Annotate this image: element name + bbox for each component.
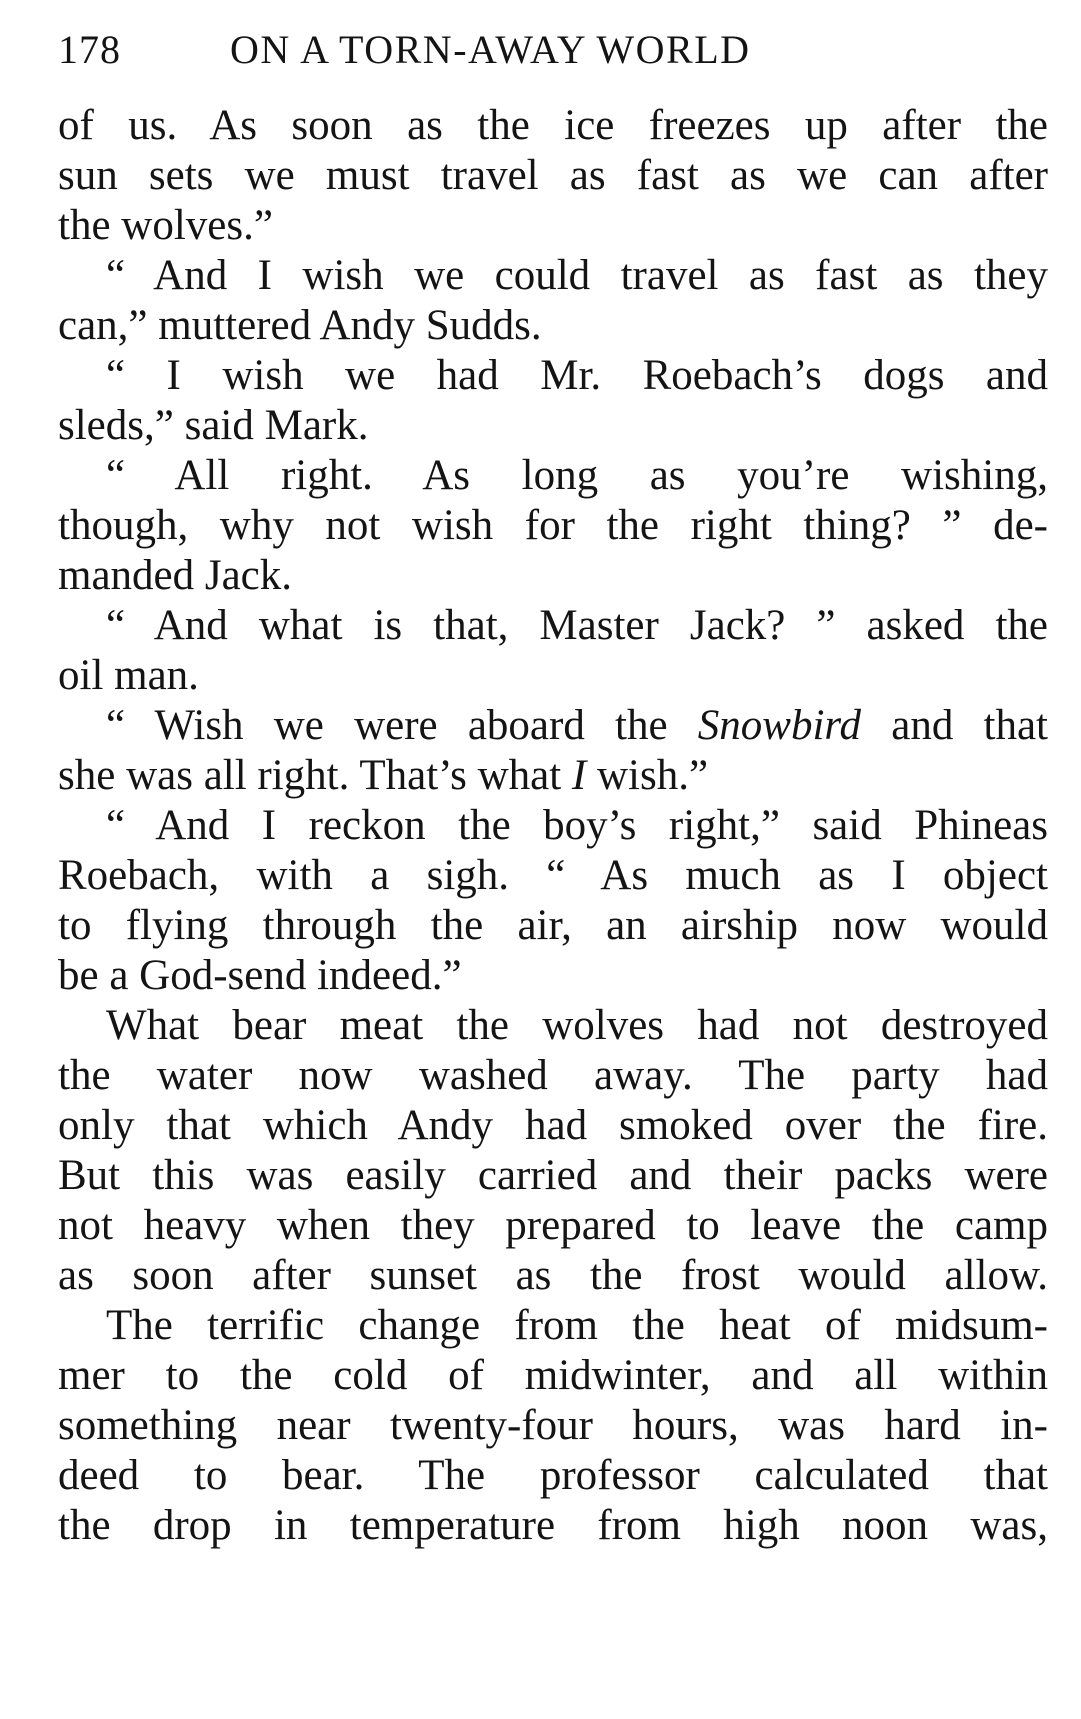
paragraph [58,601,1048,701]
paragraph [58,351,1048,451]
text-line: something near twenty-four hours, was hard in- [58,1402,1048,1449]
text-line: sun sets we must travel as fast as we can after [58,152,1048,199]
text-run: wish.” [586,752,709,799]
text-line: the water now washed away. The party had [58,1052,1048,1099]
text-line: But this was easily carried and their packs were [58,1152,1048,1199]
text-line: What bear meat the wolves had not destroyed [106,1002,1048,1049]
text-line: “ All right. As long as you’re wishing, [106,452,1048,499]
body-text [58,101,1048,1551]
running-header [58,26,1048,82]
text-line: manded Jack. [58,552,293,599]
paragraph [58,701,1048,801]
running-title: ON A TORN-AWAY WORLD [230,27,751,72]
text-line [58,751,1048,801]
text-line: only that which Andy had smoked over the fire. [58,1102,1048,1149]
text-line: the drop in temperature from high noon was, [58,1502,1048,1549]
text-line: as soon after sunset as the frost would allow. [58,1252,1048,1299]
text-line: mer to the cold of midwinter, and all within [58,1352,1048,1399]
paragraph [58,1301,1048,1551]
text-line: though, why not wish for the right thing? ” de- [58,502,1048,549]
paragraph [58,101,1048,251]
paragraph [58,1001,1048,1301]
paragraph [58,251,1048,351]
text-line: “ And I wish we could travel as fast as they [106,252,1048,299]
text-line: “ And what is that, Master Jack? ” asked the [106,602,1048,649]
text-line: deed to bear. The professor calculated that [58,1452,1048,1499]
text-line: of us. As soon as the ice freezes up after the [58,102,1048,149]
text-line: “ I wish we had Mr. Roebach’s dogs and [106,352,1048,399]
text-line: “ And I reckon the boy’s right,” said Phineas [106,802,1048,849]
text-line: Roebach, with a sigh. “ As much as I object [58,852,1048,899]
text-line [58,701,1048,751]
text-line: can,” muttered Andy Sudds. [58,302,542,349]
text-line: be a God-send indeed.” [58,952,462,999]
text-line: The terrific change from the heat of midsum- [106,1302,1048,1349]
ship-name: Snowbird [697,702,862,749]
text-run: “ Wish we were aboard the [106,702,698,749]
text-line: oil man. [58,652,199,699]
page-number: 178 [58,27,121,72]
text-line: to flying through the air, an airship now would [58,902,1048,949]
paragraph [58,801,1048,1001]
text-line: not heavy when they prepared to leave the camp [58,1202,1048,1249]
text-line: sleds,” said Mark. [58,402,369,449]
text-run: she was all right. That’s what [58,752,572,799]
text-line: the wolves.” [58,202,273,249]
text-run: and that [861,702,1048,749]
emphasis: I [571,752,587,799]
paragraph [58,451,1048,601]
